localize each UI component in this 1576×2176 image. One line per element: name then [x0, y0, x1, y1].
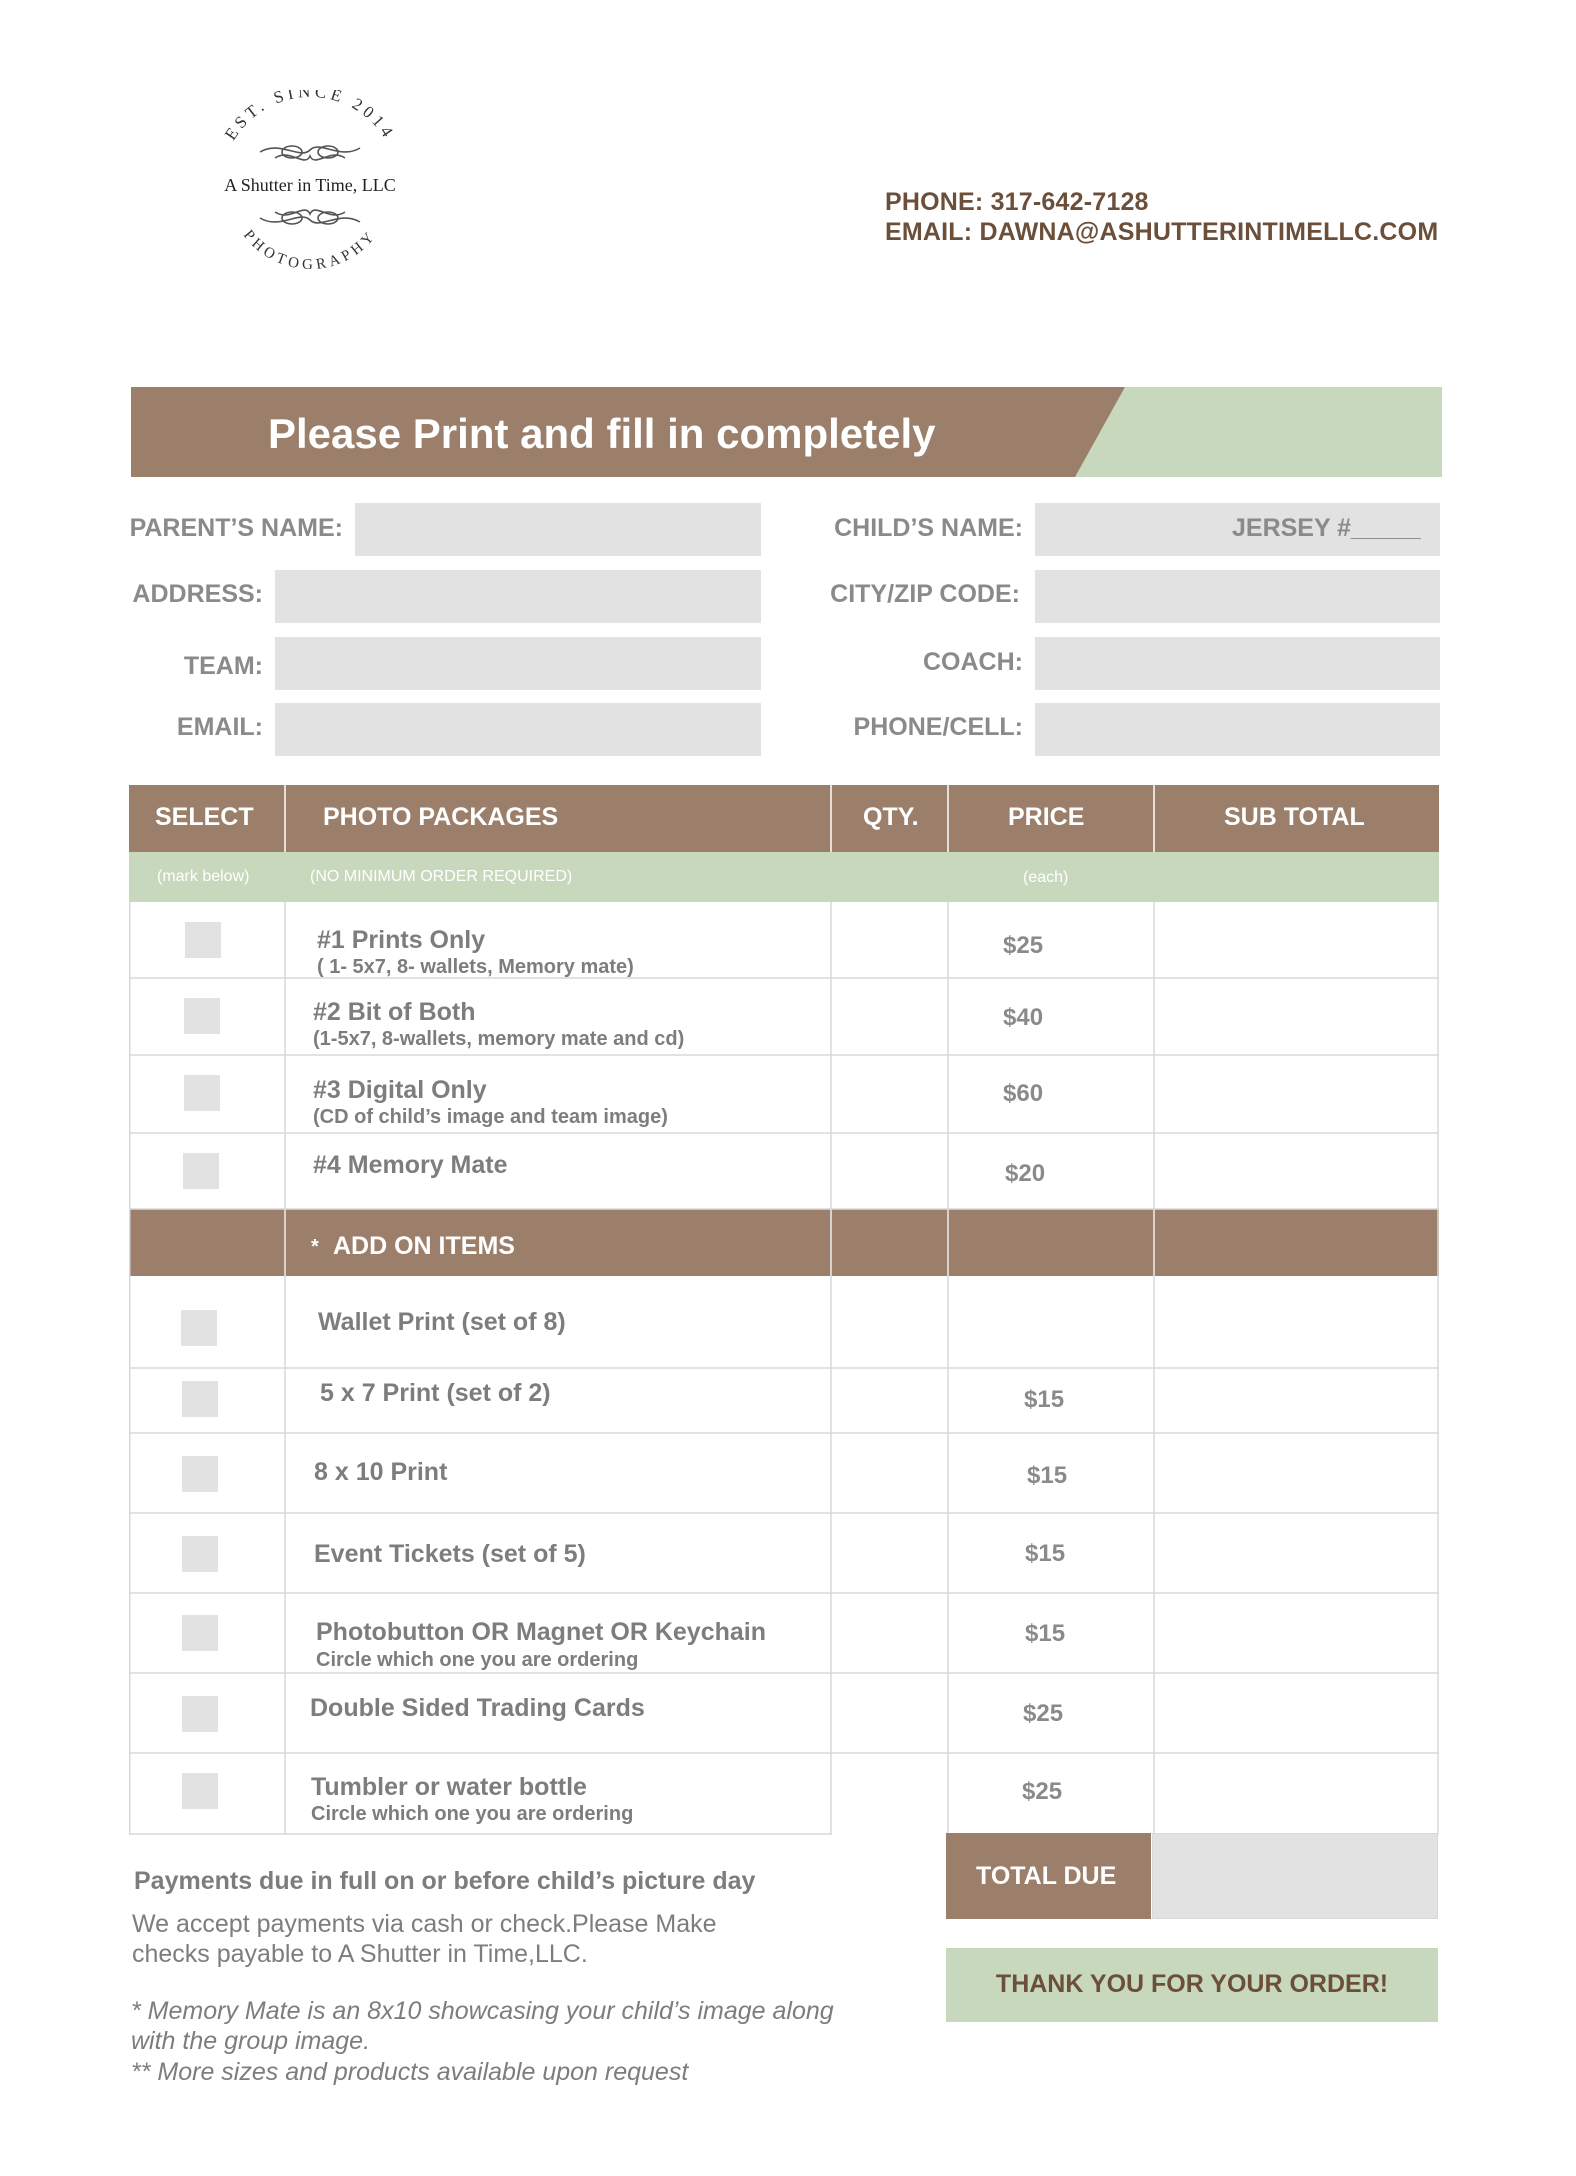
accept-payments-line-1: We accept payments via cash or check.Please Make — [132, 1910, 717, 1938]
team-label: TEAM: — [183, 652, 263, 680]
coach-field[interactable] — [1035, 637, 1440, 690]
parents-name-label: PARENT’S NAME: — [129, 514, 343, 542]
package-2-checkbox[interactable] — [184, 998, 220, 1034]
package-3-desc: (CD of child’s image and team image) — [313, 1106, 668, 1128]
city-zip-field[interactable] — [1035, 570, 1440, 623]
total-due-field[interactable] — [1152, 1833, 1438, 1919]
addon-1-title: Wallet Print (set of 8) — [318, 1308, 566, 1336]
header-price: PRICE — [1008, 803, 1085, 831]
addon-3-checkbox[interactable] — [182, 1456, 218, 1492]
addon-5-price: $15 — [1025, 1620, 1066, 1647]
logo-name: A Shutter in Time, LLC — [224, 175, 396, 195]
package-1-title: #1 Prints Only — [317, 926, 486, 954]
banner-title: Please Print and fill in completely — [268, 410, 936, 457]
parents-name-field[interactable] — [355, 503, 761, 556]
package-1-desc: ( 1- 5x7, 8- wallets, Memory mate) — [317, 956, 634, 978]
childs-name-label: CHILD’S NAME: — [834, 514, 1023, 542]
package-3-title: #3 Digital Only — [313, 1076, 487, 1104]
addon-4-title: Event Tickets (set of 5) — [314, 1540, 586, 1568]
package-3-price: $60 — [1003, 1080, 1044, 1107]
logo-top-arc: EST. SINCE 2014 — [220, 90, 400, 144]
addon-6-price: $25 — [1023, 1700, 1064, 1727]
logo-bottom-arc: PHOTOGRAPHY — [240, 227, 380, 274]
addon-7-checkbox[interactable] — [182, 1773, 218, 1809]
addon-6-title: Double Sided Trading Cards — [310, 1694, 645, 1722]
package-3-checkbox[interactable] — [184, 1075, 220, 1111]
company-logo — [200, 90, 420, 280]
accept-payments-line-2: checks payable to A Shutter in Time,LLC. — [132, 1940, 588, 1968]
memory-mate-note-line-2: with the group image. — [131, 2027, 371, 2055]
header-select: SELECT — [155, 803, 254, 831]
package-2-desc: (1-5x7, 8-wallets, memory mate and cd) — [313, 1028, 685, 1050]
thank-you-text: THANK YOU FOR YOUR ORDER! — [995, 1970, 1389, 1998]
addon-5-checkbox[interactable] — [182, 1615, 218, 1651]
payment-due-text: Payments due in full on or before child’s picture day — [134, 1867, 756, 1895]
addon-6-checkbox[interactable] — [182, 1696, 218, 1732]
jersey-number-label: JERSEY #_____ — [1232, 514, 1421, 542]
phone-cell-field[interactable] — [1035, 703, 1440, 756]
memory-mate-note-line-1: * Memory Mate is an 8x10 showcasing your child’s image along — [131, 1997, 834, 2025]
package-1-checkbox[interactable] — [185, 922, 221, 958]
addon-2-price: $15 — [1024, 1386, 1065, 1413]
contact-phone: PHONE: 317-642-7128 — [885, 188, 1149, 216]
addon-5-title: Photobutton OR Magnet OR Keychain — [316, 1618, 766, 1646]
addon-5-desc: Circle which one you are ordering — [316, 1649, 639, 1671]
addon-header-label: ADD ON ITEMS — [333, 1232, 515, 1260]
more-sizes-note: ** More sizes and products available upon request — [131, 2058, 689, 2086]
address-label: ADDRESS: — [132, 580, 263, 608]
addon-3-title: 8 x 10 Print — [314, 1458, 448, 1486]
header-photo-packages: PHOTO PACKAGES — [323, 803, 559, 831]
subheader-each: (each) — [1023, 869, 1069, 886]
addon-4-price: $15 — [1025, 1540, 1066, 1567]
package-4-title: #4 Memory Mate — [313, 1151, 508, 1179]
addon-3-price: $15 — [1027, 1462, 1068, 1489]
package-4-checkbox[interactable] — [183, 1153, 219, 1189]
package-2-price: $40 — [1003, 1004, 1044, 1031]
svg-text:PHOTOGRAPHY — [240, 227, 380, 273]
addon-7-price: $25 — [1022, 1778, 1063, 1805]
header-sub-total: SUB TOTAL — [1224, 803, 1365, 831]
email-label: EMAIL: — [176, 713, 263, 741]
svg-text:EST. SINCE 2014 — [221, 90, 399, 143]
addon-4-checkbox[interactable] — [182, 1536, 218, 1572]
package-1-price: $25 — [1003, 932, 1044, 959]
package-4-price: $20 — [1005, 1160, 1046, 1187]
city-zip-label: CITY/ZIP CODE: — [830, 580, 1020, 608]
addon-2-checkbox[interactable] — [182, 1381, 218, 1417]
addon-7-desc: Circle which one you are ordering — [311, 1803, 634, 1825]
addon-7-title: Tumbler or water bottle — [311, 1773, 587, 1801]
subheader-mark-below: (mark below) — [157, 868, 250, 885]
address-field[interactable] — [275, 570, 761, 623]
coach-label: COACH: — [923, 648, 1023, 676]
email-field[interactable] — [275, 703, 761, 756]
contact-email: EMAIL: DAWNA@ASHUTTERINTIMELLC.COM — [885, 218, 1439, 246]
header-qty: QTY. — [863, 803, 919, 831]
addon-2-title: 5 x 7 Print (set of 2) — [320, 1379, 551, 1407]
team-field[interactable] — [275, 637, 761, 690]
addon-1-checkbox[interactable] — [181, 1310, 217, 1346]
subheader-no-minimum: (NO MINIMUM ORDER REQUIRED) — [310, 868, 573, 885]
total-due-label: TOTAL DUE — [976, 1862, 1117, 1890]
phone-cell-label: PHONE/CELL: — [853, 713, 1023, 741]
addon-star: * — [311, 1236, 319, 1258]
package-2-title: #2 Bit of Both — [313, 998, 476, 1026]
